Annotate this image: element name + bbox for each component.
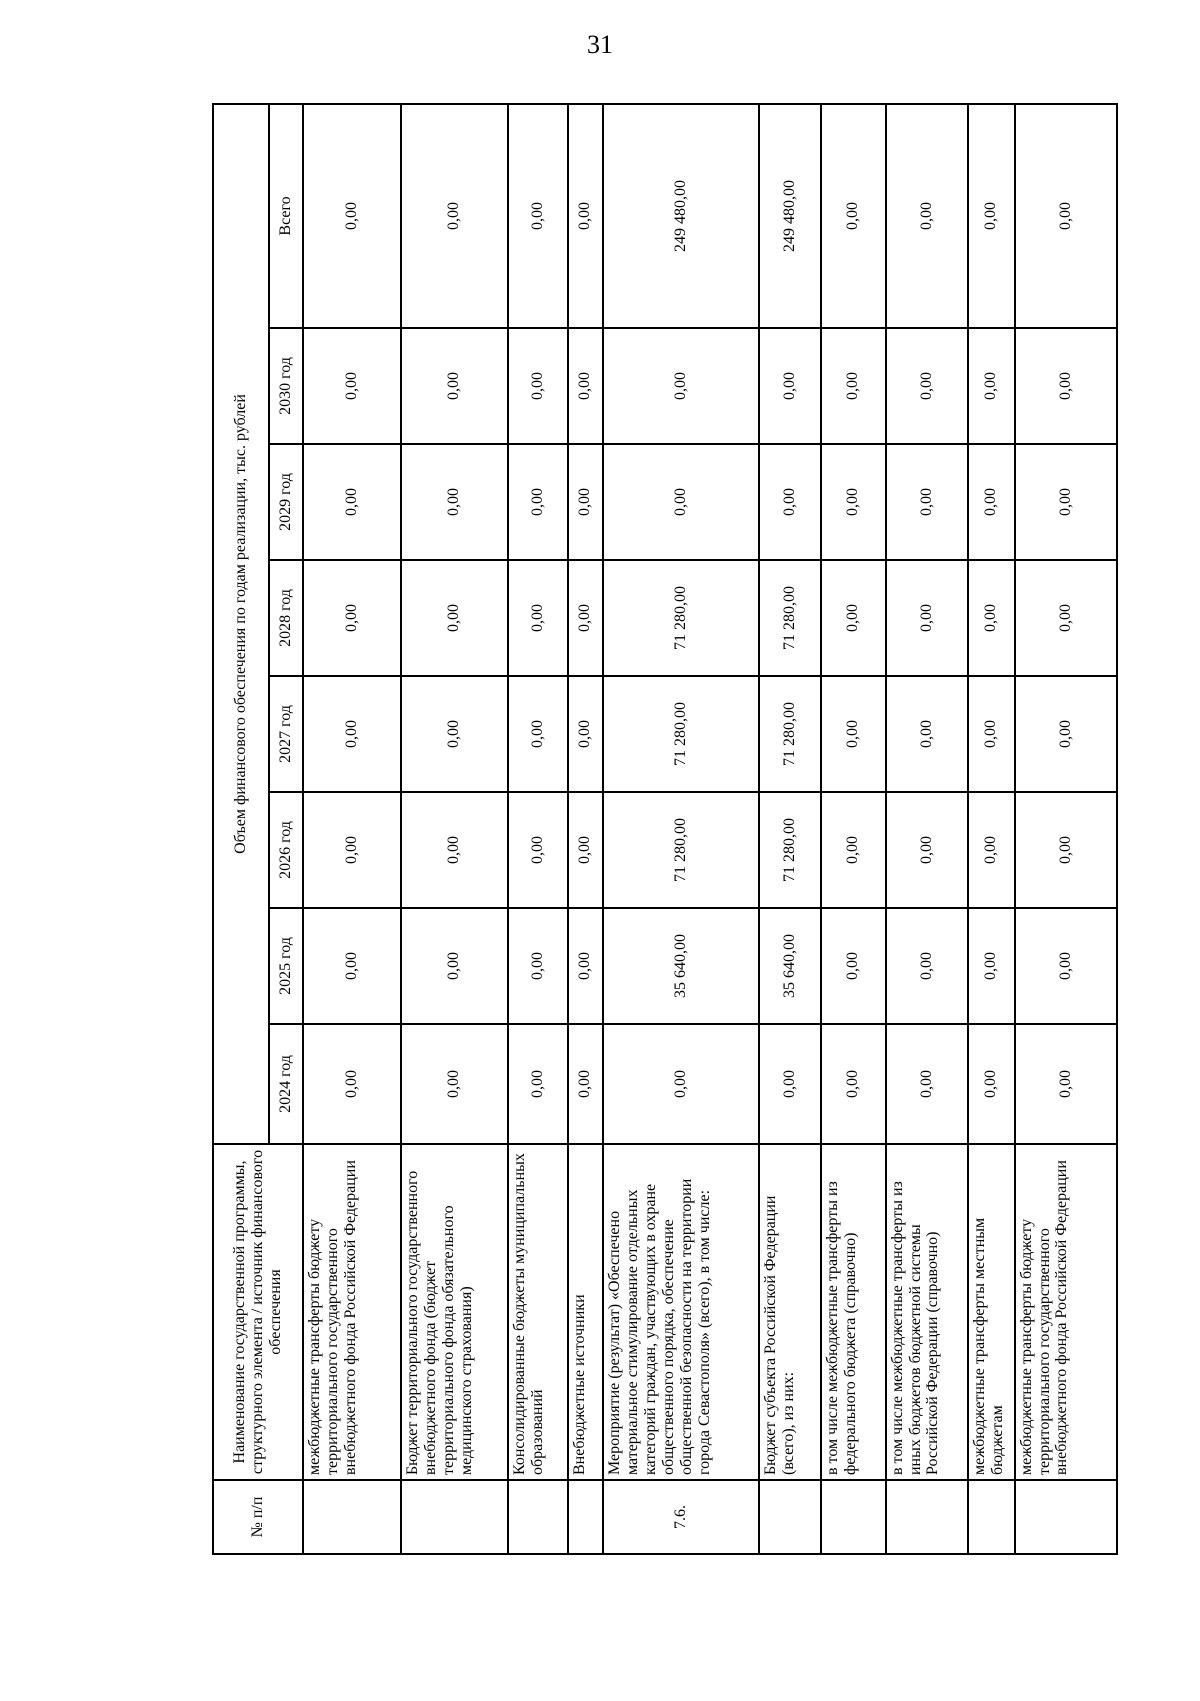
header-total: Всего <box>269 104 303 328</box>
row-number <box>508 1480 568 1554</box>
table-row <box>603 104 759 1554</box>
table-row <box>303 104 401 1554</box>
row-year-value: 0,00 <box>821 676 885 792</box>
row-year-value: 71 280,00 <box>603 792 759 908</box>
row-number <box>968 1480 1015 1554</box>
row-year-value: 0,00 <box>603 444 759 560</box>
row-number: 7.6. <box>603 1480 759 1554</box>
row-year-value: 0,00 <box>508 444 568 560</box>
row-year-value: 0,00 <box>303 444 401 560</box>
row-number <box>568 1480 604 1554</box>
row-name: межбюджетные трансферты бюджету территориального государственного внебюджетного фонда Российской Федерации <box>303 1144 401 1480</box>
header-year-2024: 2024 год <box>269 1024 303 1144</box>
table-container <box>212 105 1118 1555</box>
row-name: Мероприятие (результат) «Обеспечено материальное стимулирование отдельных категорий граждан, участвующих в охране общественного порядка, обеспечение общественной безопасности на территории города Севастополя» (всего), в том числе: <box>603 1144 759 1480</box>
row-year-value: 0,00 <box>508 792 568 908</box>
funding-table <box>212 103 1118 1555</box>
row-year-value: 0,00 <box>303 1024 401 1144</box>
table-row <box>886 104 968 1554</box>
row-year-value: 0,00 <box>508 908 568 1024</box>
row-year-value: 0,00 <box>968 328 1015 444</box>
row-year-value: 0,00 <box>886 328 968 444</box>
row-year-value: 0,00 <box>759 328 821 444</box>
header-volume: Объем финансового обеспечения по годам реализации, тыс. рублей <box>213 104 269 1144</box>
row-name: в том числе межбюджетные трансферты из федерального бюджета (справочно) <box>821 1144 885 1480</box>
row-year-value: 0,00 <box>1015 676 1117 792</box>
row-name: Бюджет территориального государственного внебюджетного фонда (бюджет территориального фонда обязательного медицинского страхования) <box>401 1144 508 1480</box>
table-row <box>759 104 821 1554</box>
row-name: Бюджет субъекта Российской Федерации (всего), из них: <box>759 1144 821 1480</box>
row-year-value: 0,00 <box>401 792 508 908</box>
row-total-value: 0,00 <box>886 104 968 328</box>
row-total-value: 0,00 <box>401 104 508 328</box>
row-year-value: 0,00 <box>401 328 508 444</box>
row-number <box>401 1480 508 1554</box>
row-year-value: 0,00 <box>968 676 1015 792</box>
row-year-value: 0,00 <box>968 444 1015 560</box>
row-year-value: 0,00 <box>968 908 1015 1024</box>
row-year-value: 0,00 <box>821 792 885 908</box>
row-year-value: 0,00 <box>401 1024 508 1144</box>
row-year-value: 0,00 <box>1015 444 1117 560</box>
row-year-value: 71 280,00 <box>759 676 821 792</box>
row-year-value: 0,00 <box>508 328 568 444</box>
row-year-value: 35 640,00 <box>759 908 821 1024</box>
row-year-value: 0,00 <box>568 328 604 444</box>
row-number <box>303 1480 401 1554</box>
row-year-value: 0,00 <box>1015 328 1117 444</box>
row-total-value: 0,00 <box>821 104 885 328</box>
row-year-value: 0,00 <box>886 676 968 792</box>
header-year-2025: 2025 год <box>269 908 303 1024</box>
row-year-value: 0,00 <box>603 1024 759 1144</box>
table-row <box>821 104 885 1554</box>
table-row <box>968 104 1015 1554</box>
row-year-value: 71 280,00 <box>603 676 759 792</box>
row-year-value: 0,00 <box>508 560 568 676</box>
row-year-value: 0,00 <box>821 328 885 444</box>
table-row <box>401 104 508 1554</box>
row-year-value: 0,00 <box>886 908 968 1024</box>
row-year-value: 0,00 <box>968 792 1015 908</box>
row-total-value: 0,00 <box>1015 104 1117 328</box>
row-year-value: 0,00 <box>1015 792 1117 908</box>
header-year-2026: 2026 год <box>269 792 303 908</box>
header-row-1 <box>213 104 269 1554</box>
row-year-value: 0,00 <box>568 676 604 792</box>
row-year-value: 0,00 <box>568 792 604 908</box>
row-number <box>821 1480 885 1554</box>
page-number: 31 <box>587 30 613 59</box>
row-year-value: 0,00 <box>886 560 968 676</box>
row-year-value: 0,00 <box>401 908 508 1024</box>
row-year-value: 0,00 <box>759 444 821 560</box>
row-year-value: 0,00 <box>968 560 1015 676</box>
row-year-value: 0,00 <box>759 1024 821 1144</box>
row-year-value: 0,00 <box>303 328 401 444</box>
row-year-value: 0,00 <box>821 444 885 560</box>
row-year-value: 0,00 <box>303 560 401 676</box>
header-name: Наименование государственной программы, структурного элемента / источник финансового обеспечения <box>213 1144 303 1480</box>
table-row <box>1015 104 1117 1554</box>
table-body <box>303 104 1117 1554</box>
row-year-value: 0,00 <box>401 444 508 560</box>
row-name: в том числе межбюджетные трансферты из иных бюджетов бюджетной системы Российской Федерации (справочно) <box>886 1144 968 1480</box>
row-year-value: 71 280,00 <box>759 792 821 908</box>
row-year-value: 0,00 <box>568 444 604 560</box>
row-year-value: 35 640,00 <box>603 908 759 1024</box>
row-year-value: 0,00 <box>568 908 604 1024</box>
row-total-value: 249 480,00 <box>759 104 821 328</box>
row-year-value: 0,00 <box>1015 908 1117 1024</box>
row-number <box>1015 1480 1117 1554</box>
row-year-value: 0,00 <box>886 792 968 908</box>
row-year-value: 0,00 <box>886 444 968 560</box>
row-number <box>759 1480 821 1554</box>
row-year-value: 0,00 <box>1015 560 1117 676</box>
header-year-2028: 2028 год <box>269 560 303 676</box>
row-total-value: 0,00 <box>303 104 401 328</box>
row-total-value: 249 480,00 <box>603 104 759 328</box>
row-year-value: 0,00 <box>968 1024 1015 1144</box>
row-year-value: 0,00 <box>303 676 401 792</box>
table-row <box>508 104 568 1554</box>
row-year-value: 0,00 <box>303 792 401 908</box>
row-year-value: 0,00 <box>821 560 885 676</box>
table-row <box>568 104 604 1554</box>
row-total-value: 0,00 <box>568 104 604 328</box>
row-total-value: 0,00 <box>968 104 1015 328</box>
row-name: межбюджетные трансферты бюджету территориального государственного внебюджетного фонда Российской Федерации <box>1015 1144 1117 1480</box>
row-year-value: 71 280,00 <box>603 560 759 676</box>
row-year-value: 0,00 <box>821 908 885 1024</box>
rotated-table-frame <box>212 105 1118 1555</box>
row-year-value: 0,00 <box>821 1024 885 1144</box>
row-year-value: 0,00 <box>568 1024 604 1144</box>
row-year-value: 0,00 <box>1015 1024 1117 1144</box>
header-year-2030: 2030 год <box>269 328 303 444</box>
row-name: Консолидированные бюджеты муниципальных образований <box>508 1144 568 1480</box>
row-year-value: 0,00 <box>303 908 401 1024</box>
row-name: межбюджетные трансферты местным бюджетам <box>968 1144 1015 1480</box>
row-year-value: 0,00 <box>508 1024 568 1144</box>
row-year-value: 0,00 <box>886 1024 968 1144</box>
row-name: Внебюджетные источники <box>568 1144 604 1480</box>
row-year-value: 0,00 <box>603 328 759 444</box>
header-num: № п/п <box>213 1480 303 1554</box>
row-year-value: 0,00 <box>508 676 568 792</box>
row-number <box>886 1480 968 1554</box>
row-year-value: 0,00 <box>568 560 604 676</box>
row-year-value: 0,00 <box>401 560 508 676</box>
row-total-value: 0,00 <box>508 104 568 328</box>
header-year-2029: 2029 год <box>269 444 303 560</box>
row-year-value: 0,00 <box>401 676 508 792</box>
row-year-value: 71 280,00 <box>759 560 821 676</box>
header-year-2027: 2027 год <box>269 676 303 792</box>
